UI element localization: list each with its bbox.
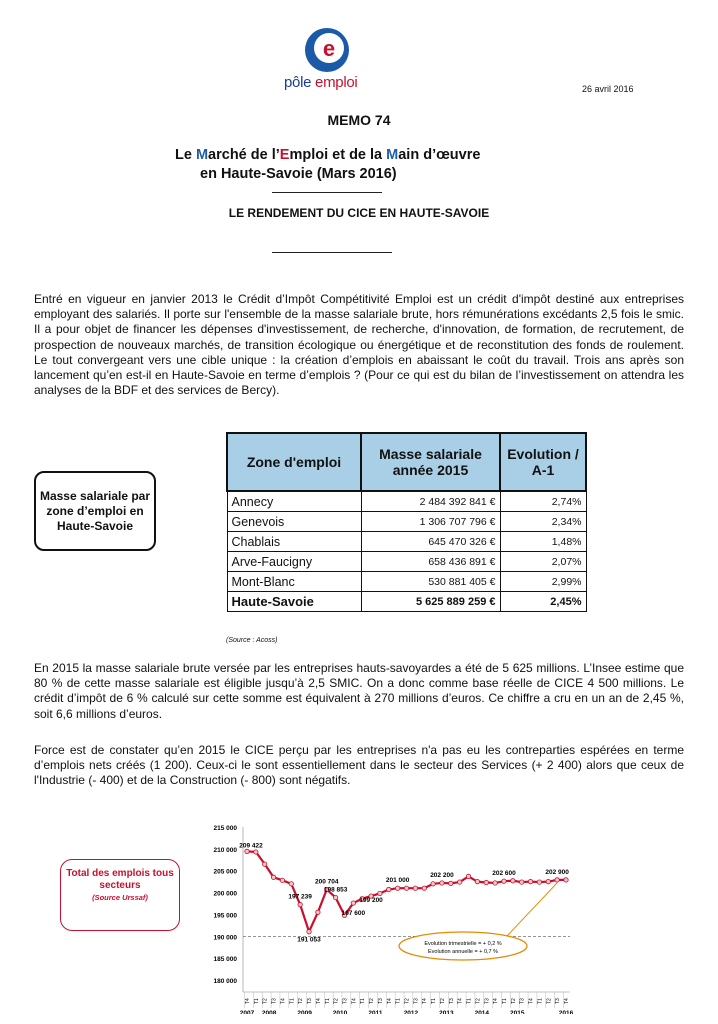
title-part: mploi et de la bbox=[289, 147, 387, 163]
data-label: 209 422 bbox=[239, 842, 263, 850]
paragraph-employment: Force est de constater qu’en 2015 le CICE perçu par les entreprises n'a pas eu les contreparties espérées en terme d’emplois nets créés (1 200). Ceux-ci le sont essentiellement dans le secteur des Services (+ 2 400) alors que ceux de l'Industrie (- 400) et de la Construction (- 800) sont négatifs. bbox=[34, 743, 684, 788]
data-point bbox=[484, 880, 488, 884]
column-header: Zone d'emploi bbox=[227, 433, 361, 491]
x-tick-label: T4 bbox=[457, 998, 464, 1004]
x-tick-label: T2 bbox=[546, 998, 553, 1004]
x-tick-label: T4 bbox=[245, 998, 251, 1004]
table-source: (Source : Acoss) bbox=[226, 637, 278, 644]
x-tick-label: T2 bbox=[475, 998, 482, 1004]
series-line bbox=[247, 851, 566, 931]
y-tick-label: 215 000 bbox=[213, 825, 237, 832]
x-tick-label: T4 bbox=[493, 998, 500, 1004]
year-label: 2015 bbox=[510, 1010, 525, 1014]
data-point bbox=[404, 886, 408, 890]
data-point bbox=[449, 881, 453, 885]
data-label: 202 900 bbox=[545, 868, 569, 876]
svg-text:e: e bbox=[322, 36, 336, 61]
y-tick-label: 190 000 bbox=[213, 934, 237, 942]
brand-name bbox=[284, 74, 357, 91]
data-point bbox=[351, 901, 355, 905]
table-cell: Haute-Savoie bbox=[227, 592, 361, 612]
data-point bbox=[413, 886, 417, 890]
data-point bbox=[546, 879, 550, 883]
data-point bbox=[395, 886, 399, 890]
y-tick-label: 180 000 bbox=[213, 978, 237, 985]
x-tick-label: T4 bbox=[351, 998, 358, 1004]
table-cell: 645 470 326 € bbox=[361, 532, 500, 552]
table-cell: 2 484 392 841 € bbox=[361, 491, 500, 512]
x-tick-label: T2 bbox=[439, 998, 446, 1004]
data-point bbox=[333, 895, 337, 899]
x-tick-label: T2 bbox=[510, 998, 517, 1004]
data-point bbox=[378, 891, 382, 895]
chart-box-title: Total des emplois tous secteurs bbox=[66, 868, 174, 891]
data-point bbox=[316, 910, 320, 914]
data-label: 201 000 bbox=[385, 877, 410, 885]
x-tick-label: T3 bbox=[377, 998, 384, 1004]
data-point bbox=[245, 849, 249, 853]
year-label: 2012 bbox=[403, 1010, 419, 1014]
divider bbox=[272, 252, 392, 253]
x-tick-label: T1 bbox=[253, 998, 260, 1004]
paragraph-cice: En 2015 la masse salariale brute versée par les entreprises hauts-savoyardes a été de 5 625 millions. L’Insee estime que 80 % de cette masse salariale est éligible jusqu’à 2,5 SMIC. On a donc comme base réelle de CICE 4 500 millions. Le crédit d’impôt de 6 % calculé sur cette somme est équivalent à 270 millions d’euros. Ce chiffre a cru en un an de 2,45 %, soit 6,6 millions d’euros. bbox=[34, 661, 684, 721]
y-tick-label: 185 000 bbox=[213, 956, 237, 964]
table-cell: Mont-Blanc bbox=[227, 572, 361, 592]
table-cell: 2,99% bbox=[500, 572, 586, 592]
data-point bbox=[280, 878, 284, 882]
table-cell: 2,07% bbox=[500, 552, 586, 572]
x-tick-label: T4 bbox=[315, 998, 322, 1004]
x-tick-label: T4 bbox=[280, 998, 287, 1004]
data-point bbox=[307, 929, 311, 933]
x-tick-label: T3 bbox=[555, 998, 562, 1004]
x-tick-label: T1 bbox=[431, 998, 438, 1004]
callout-pointer bbox=[507, 883, 557, 936]
x-tick-label: T3 bbox=[271, 998, 278, 1004]
data-point bbox=[440, 881, 444, 885]
table-side-label: Masse salariale par zone d’emploi en Haute-Savoie bbox=[34, 471, 156, 551]
title-initial: M bbox=[386, 147, 399, 163]
callout-text: Evolution annuelle = + 0,7 % bbox=[427, 949, 499, 955]
data-point bbox=[457, 880, 461, 884]
x-tick-label: T4 bbox=[386, 998, 393, 1004]
title-part: ain d’œuvre bbox=[398, 147, 481, 163]
y-tick-label: 205 000 bbox=[213, 868, 237, 876]
y-tick-label: 210 000 bbox=[213, 846, 237, 854]
table-row bbox=[227, 552, 586, 572]
data-point bbox=[555, 878, 559, 882]
x-tick-label: T1 bbox=[395, 998, 402, 1004]
chart-box-source: (Source Urssaf) bbox=[92, 893, 148, 902]
title-initial: M bbox=[195, 147, 209, 163]
table-row bbox=[227, 572, 586, 592]
table-cell: 658 436 891 € bbox=[361, 552, 500, 572]
year-label: 2009 bbox=[297, 1010, 312, 1014]
x-tick-label: T4 bbox=[564, 998, 570, 1004]
table-cell: 2,34% bbox=[500, 512, 586, 532]
table-cell: 1 306 707 796 € bbox=[361, 512, 500, 532]
x-tick-label: T1 bbox=[360, 998, 367, 1004]
data-point bbox=[431, 882, 435, 886]
year-label: 2010 bbox=[332, 1010, 348, 1014]
data-point bbox=[511, 879, 515, 883]
data-point bbox=[422, 886, 426, 890]
year-label: 2007 bbox=[239, 1010, 255, 1014]
title-part: arché de l’ bbox=[208, 147, 280, 163]
salary-mass-table bbox=[226, 432, 587, 612]
x-tick-label: T1 bbox=[289, 998, 296, 1004]
x-tick-label: T4 bbox=[422, 998, 429, 1004]
table-cell: 1,48% bbox=[500, 532, 586, 552]
year-label: 2008 bbox=[261, 1010, 277, 1014]
column-header: Evolution / A-1 bbox=[500, 433, 586, 491]
title-initial: E bbox=[279, 147, 290, 163]
data-label: 200 704 bbox=[315, 878, 339, 886]
table-cell: 2,74% bbox=[500, 491, 586, 512]
employment-line-chart bbox=[195, 818, 595, 1014]
table-row bbox=[227, 512, 586, 532]
x-tick-label: T2 bbox=[262, 998, 269, 1004]
table-cell: 2,45% bbox=[500, 592, 586, 612]
brand-part2: emploi bbox=[315, 74, 358, 91]
year-label: 2013 bbox=[439, 1010, 454, 1014]
year-label: 2016 bbox=[558, 1010, 574, 1014]
title-line-2: en Haute-Savoie (Mars 2016) bbox=[200, 166, 397, 182]
x-tick-label: T3 bbox=[519, 998, 526, 1004]
memo-number: MEMO 74 bbox=[327, 112, 391, 128]
table-cell: Annecy bbox=[227, 491, 361, 512]
data-label: 197 600 bbox=[341, 910, 366, 918]
data-point bbox=[387, 887, 391, 891]
y-tick-label: 200 000 bbox=[213, 890, 237, 898]
data-point bbox=[564, 878, 568, 882]
data-label: 202 200 bbox=[430, 871, 454, 879]
data-point bbox=[502, 879, 506, 883]
data-point bbox=[493, 881, 497, 885]
document-date: 26 avril 2016 bbox=[582, 84, 634, 94]
table-row bbox=[227, 532, 586, 552]
x-tick-label: T1 bbox=[501, 998, 508, 1004]
x-tick-label: T3 bbox=[342, 998, 349, 1004]
divider bbox=[272, 192, 382, 193]
data-label: 198 853 bbox=[323, 886, 348, 894]
x-tick-label: T1 bbox=[466, 998, 473, 1004]
data-point bbox=[289, 882, 293, 886]
brand-part1: pôle bbox=[284, 74, 312, 91]
column-header: Masse salariale année 2015 bbox=[361, 433, 500, 491]
title-line-1 bbox=[175, 147, 480, 163]
data-label: 202 600 bbox=[492, 870, 516, 878]
callout-text: Evolution trimestrielle = + 0,2 % bbox=[424, 941, 502, 947]
data-point bbox=[537, 880, 541, 884]
table-cell: Chablais bbox=[227, 532, 361, 552]
table-cell: Arve-Faucigny bbox=[227, 552, 361, 572]
table-row bbox=[227, 491, 586, 512]
data-point bbox=[271, 875, 275, 879]
pole-emploi-logo bbox=[303, 26, 351, 74]
title-part: Le bbox=[175, 147, 196, 163]
paragraph-intro: Entré en vigueur en janvier 2013 le Crédit d’Impôt Compétitivité Emploi est un crédit d'impôt destiné aux entreprises employant des salariés. Il porte sur l'ensemble de la masse salariale brute, hors rémunérations excédants 2,5 fois le smic. Il a pour objet de financer les dépenses d'investissement, de recherche, d'innovation, de formation, de recrutement, de prospection de nouveaux marchés, de transition écologique ou énergétique et de reconstitution des fonds de roulement. Le tout convergeant vers une cible unique : la création d’emplois en abaissant le coût du travail. Trois ans après son lancement qu’en est-il en Haute-Savoie en terme d’emplois ? (Pour ce qui est du bilan de l’investissement on attendra les analyses de la BDF et des services de Bercy). bbox=[34, 292, 684, 398]
table-total-row bbox=[227, 592, 586, 612]
x-tick-label: T2 bbox=[298, 998, 305, 1004]
data-point bbox=[466, 874, 470, 878]
y-tick-label: 195 000 bbox=[213, 912, 237, 920]
table-cell: Genevois bbox=[227, 512, 361, 532]
data-label: 191 053 bbox=[297, 936, 321, 944]
x-tick-label: T3 bbox=[484, 998, 491, 1004]
x-tick-label: T3 bbox=[413, 998, 420, 1004]
year-label: 2011 bbox=[368, 1010, 383, 1014]
subtitle: LE RENDEMENT DU CICE EN HAUTE-SAVOIE bbox=[228, 206, 490, 220]
data-label: 197 239 bbox=[288, 893, 312, 901]
table-cell: 530 881 405 € bbox=[361, 572, 500, 592]
chart-label-box bbox=[60, 859, 180, 931]
data-point bbox=[263, 862, 267, 866]
x-tick-label: T2 bbox=[369, 998, 376, 1004]
x-tick-label: T4 bbox=[528, 998, 535, 1004]
data-point bbox=[254, 850, 258, 854]
x-tick-label: T3 bbox=[448, 998, 455, 1004]
data-point bbox=[475, 879, 479, 883]
x-tick-label: T1 bbox=[324, 998, 331, 1004]
data-label: 199 200 bbox=[359, 897, 383, 905]
x-tick-label: T3 bbox=[307, 998, 314, 1004]
year-label: 2014 bbox=[474, 1010, 490, 1014]
x-tick-label: T2 bbox=[333, 998, 340, 1004]
x-tick-label: T2 bbox=[404, 998, 411, 1004]
x-tick-label: T1 bbox=[537, 998, 544, 1004]
data-point bbox=[528, 879, 532, 883]
data-point bbox=[298, 902, 302, 906]
table-cell: 5 625 889 259 € bbox=[361, 592, 500, 612]
data-point bbox=[519, 880, 523, 884]
